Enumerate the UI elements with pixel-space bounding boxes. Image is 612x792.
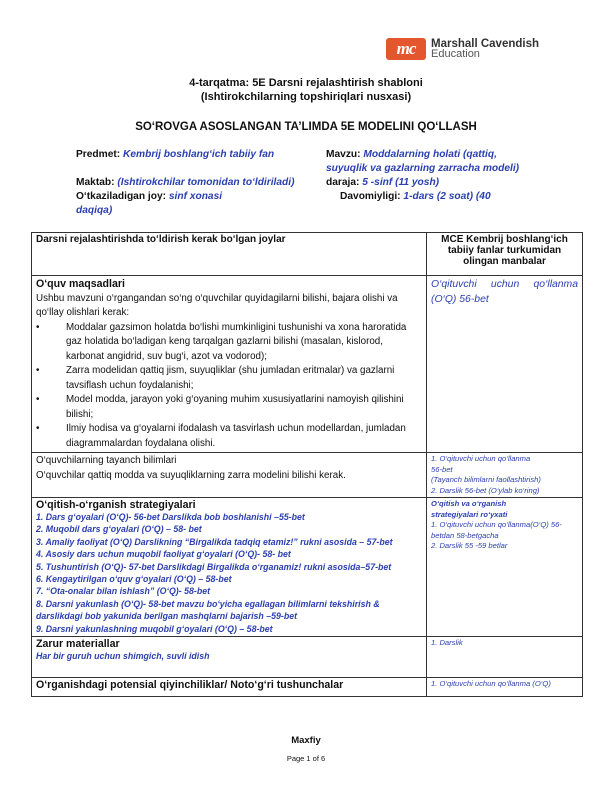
subject-field: Predmet: Kembrij boshlang‘ich tabiiy fan	[76, 149, 275, 160]
strategies-title: O‘qitish-o‘rganish strategiyalari	[36, 499, 196, 511]
lesson-plan-table	[31, 232, 583, 697]
topic-value-1: Moddalarning holati (qattiq,	[363, 149, 497, 160]
objectives-title: O‘quv maqsadlari	[36, 278, 125, 290]
objectives-row	[32, 276, 583, 453]
objectives-resource: O‘qituvchi uchun qo‘llanma (O‘Q) 56-bet	[427, 276, 583, 453]
header-resources: MCE Kembrij boshlang‘ich tabiiy fanlar turkumidan olingan manbalar	[427, 233, 583, 276]
duration-field: Davomiyligi: 1-dars (2 soat) (40	[340, 191, 491, 202]
publisher-logo	[386, 36, 582, 62]
venue-field: O‘tkaziladigan joy: sinf xonasi daqiqa)	[76, 190, 326, 218]
venue-value: sinf xonasi	[168, 191, 223, 202]
handout-title: 4-tarqatma: 5E Darsni rejalashtirish shabloni	[189, 77, 423, 89]
materials-title: Zarur materiallar	[36, 638, 120, 651]
header-fields: Darsni rejalashtirishda to‘ldirish kerak bo‘lgan joylar	[32, 233, 427, 276]
prior-resource: 1. O‘qituvchi uchun qo‘llanma 56-bet (Tayanch bilimlarni faollashtirish) 2. Darslik 56-bet (O‘ylab ko‘ring)	[427, 453, 583, 498]
materials-row	[32, 637, 583, 678]
materials-resource: 1. Darslik	[427, 637, 583, 678]
grade-field: daraja: 5 -sinf (11 yosh)	[326, 177, 440, 188]
confidential-label: Maxfiy	[291, 735, 321, 746]
difficulties-title: O‘rganishdagi potensial qiyinchiliklar/ Noto‘g‘ri tushunchalar	[36, 679, 344, 692]
handout-subtitle: (Ishtirokchilarning topshiriqlari nusxasi)	[200, 91, 412, 103]
materials-text: Har bir guruh uchun shimgich, suvli idish	[36, 651, 210, 662]
difficulties-resource: 1. O‘qituvchi uchun qo‘llanma (O‘Q)	[427, 678, 583, 697]
list-item: 6. Kengaytirilgan o‘quv g‘oyalari (O‘Q) – 58-bet	[36, 574, 232, 585]
table-header-row	[32, 233, 583, 276]
mc-logo-icon: mc	[386, 38, 426, 60]
prior-knowledge-row	[32, 453, 583, 498]
list-item: 2. Muqobil dars g‘oyalari (O‘Q) – 58- bet	[36, 524, 202, 535]
logo-name: Marshall Cavendish	[431, 38, 540, 50]
list-item: 8. Darsni yakunlash (O‘Q)- 58-bet mavzu bo‘yicha egallagan bilimlarni tekshirish & darslikdagi bob yakunida berilgan mashqlarni bajarish –59-bet	[36, 598, 380, 622]
list-item: • Model modda, jarayon yoki g‘oyaning muhim xususiyatlarini namoyish qilishini bilishi;	[66, 393, 422, 422]
list-item: • Moddalar gazsimon holatda bo‘lishi mumkinligini tushunishi va xona haroratida gaz holatida bo‘ladigan keng tarqalgan gazlarni bilishi (masalan, kislorod, karbonat angidrid, suv bug‘i, azot va vodorod);	[66, 321, 422, 365]
list-item: • Ilmiy hodisa va g‘oyalarni ifodalash va tasvirlash uchun modellardan, jumladan diagrammalardan foydalana olishi.	[66, 422, 422, 451]
document-heading: SO‘ROVGA ASOSLANGAN TA’LIMDA 5E MODELINI QO‘LLASH	[135, 121, 477, 133]
strategies-list	[36, 511, 422, 635]
duration-value-1: 1-dars (2 soat) (40	[403, 191, 491, 202]
list-item: 4. Asosiy dars uchun muqobil faoliyat g‘oyalari (O‘Q)- 58- bet	[36, 549, 291, 560]
subject-value: Kembrij boshlang‘ich tabiiy fan	[123, 149, 275, 160]
prior-title: O‘quvchilarning tayanch bilimlari	[36, 455, 177, 466]
list-item: 1. Dars g‘oyalari (O‘Q)- 56-bet Darslikda bob boshlanishi –55-bet	[36, 512, 305, 522]
list-item: 3. Amaliy faoliyat (O‘Q) Darslikning “Birgalikda tadqiq etamiz!” rukni asosida – 57-bet	[36, 536, 393, 547]
objectives-list	[36, 321, 422, 452]
list-item: 7. “Ota-onalar bilan ishlash” (O‘Q)- 58-bet	[36, 586, 211, 597]
school-value: (Ishtirokchilar tomonidan to‘ldiriladi)	[117, 177, 295, 188]
list-item: 5. Tushuntirish (O‘Q)- 57-bet Darslikdagi Birgalikda o‘rganamiz! rukni asosida–57-bet	[36, 561, 392, 572]
topic-field: Mavzu: Moddalarning holati (qattiq, suyuqlik va gazlarning zarracha modeli)	[326, 148, 566, 176]
prior-text: O‘quvchilar qattiq modda va suyuqliklarning zarra modelini bilishi kerak.	[36, 469, 346, 481]
page-number: Page 1 of 6	[286, 754, 326, 763]
duration-value-2: daqiqa)	[76, 205, 113, 216]
logo-sub: Education	[431, 48, 480, 60]
grade-value: 5 -sinf (11 yosh)	[362, 177, 440, 188]
topic-value-2: suyuqlik va gazlarning zarracha modeli)	[326, 163, 520, 174]
strategies-row	[32, 498, 583, 637]
difficulties-row	[32, 678, 583, 697]
strategies-resource: O‘qitish va o‘rganish strategiyalari ro‘yxati 1. O‘qituvchi uchun qo‘llanma(O‘Q) 56-betdan 58-betgacha 2. Darslik 55 -59 betlar	[427, 498, 583, 637]
objectives-intro: Ushbu mavzuni o‘rgangandan so‘ng o‘quvchilar quyidagilarni bilishi, bajara olishi va qo‘llay olishlari kerak:	[36, 292, 398, 318]
school-field: Maktab: (Ishtirokchilar tomonidan to‘ldiriladi)	[76, 177, 295, 188]
list-item: • Zarra modelidan qattiq jism, suyuqliklar (shu jumladan eritmalar) va gazlarni tavsiflash uchun foydalanishi;	[66, 364, 422, 393]
list-item: 9. Darsni yakunlashning muqobil g‘oyalari (O‘Q) – 58-bet	[36, 623, 273, 634]
